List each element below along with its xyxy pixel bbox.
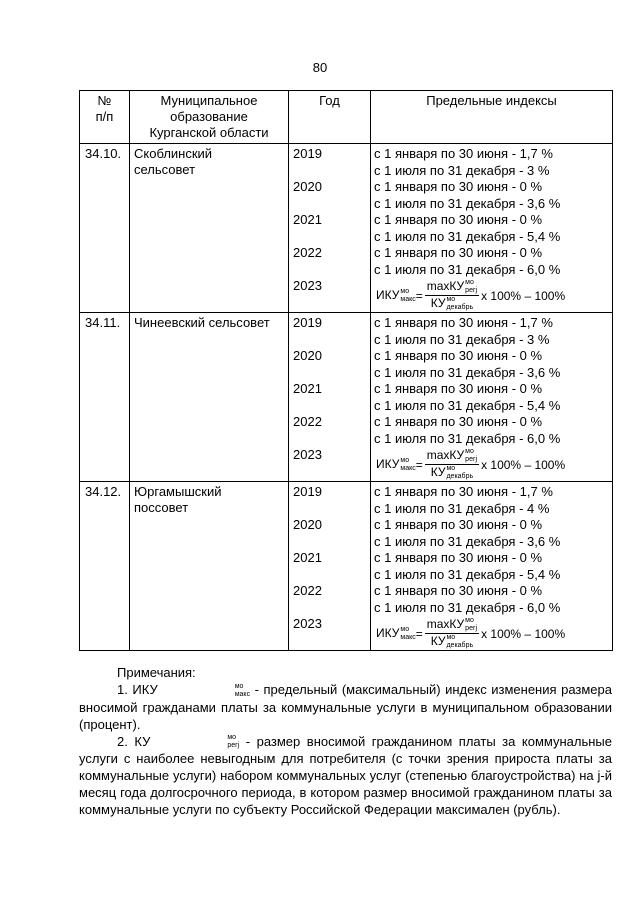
formula-denominator: КУ	[430, 296, 446, 311]
index-line: с 1 января по 30 июня - 0 %	[374, 381, 543, 396]
municipality-name	[130, 144, 289, 313]
index-line: с 1 июля по 31 декабря - 4 %	[374, 500, 550, 516]
index-formula	[376, 617, 612, 650]
year-value: 2020	[293, 348, 322, 363]
index-formula	[376, 279, 612, 312]
formula-lhs-sub: макс	[400, 464, 416, 472]
header-mo	[130, 91, 289, 144]
year-value: 2021	[293, 381, 322, 396]
formula-lhs-sup: мо	[400, 456, 410, 464]
year-value: 2019	[293, 315, 322, 330]
year-value: 2022	[293, 414, 322, 429]
formula-den-sup: мо	[446, 296, 456, 303]
formula-equals: =	[415, 288, 423, 303]
year-value: 2022	[293, 583, 322, 598]
municipality-name-line: поссовет	[134, 500, 189, 515]
formula-lhs: ИКУ	[376, 456, 400, 471]
index-formula	[376, 448, 612, 481]
formula-lhs: ИКУ	[376, 625, 400, 640]
table-row	[80, 144, 613, 313]
page-number: 80	[312, 60, 328, 75]
header-num	[80, 91, 130, 144]
index-line: с 1 июля по 31 декабря - 6,0 %	[374, 430, 561, 446]
row-number: 34.11.	[80, 313, 130, 482]
year-value: 2023	[293, 616, 322, 631]
indexes-cell	[371, 144, 613, 313]
year-value: 2023	[293, 278, 322, 293]
header-indexes: Предельные индексы	[371, 91, 613, 144]
index-line: с 1 июля по 31 декабря - 5,4 %	[374, 397, 561, 413]
index-line: с 1 января по 30 июня - 0 %	[374, 583, 543, 598]
index-line: с 1 января по 30 июня - 0 %	[374, 179, 543, 194]
note-1-sup: мо	[234, 682, 244, 690]
formula-num-sup: мо	[465, 448, 474, 455]
year-value: 2019	[293, 146, 322, 161]
year-value: 2020	[293, 179, 322, 194]
indexes-cell	[371, 482, 613, 651]
formula-num-sup: мо	[465, 279, 474, 286]
municipality-name-line: Чинеевский сельсовет	[134, 315, 270, 330]
formula-den-sub: декабрь	[446, 642, 474, 649]
header-mo-line: Курганской области	[149, 125, 269, 140]
municipality-name-line: Скоблинский	[134, 146, 213, 161]
years-cell	[289, 482, 371, 651]
note-2-symbol: 2. КУ	[117, 733, 151, 749]
formula-numerator: maxКУ	[426, 448, 465, 463]
note-item-1	[79, 681, 612, 733]
year-value: 2022	[293, 245, 322, 260]
formula-tail: х 100% – 100%	[481, 288, 566, 303]
formula-numerator: maxКУ	[426, 279, 465, 294]
note-item-2	[79, 733, 612, 819]
index-line: с 1 января по 30 июня - 0 %	[374, 517, 543, 532]
row-number: 34.12.	[80, 482, 130, 651]
municipality-name	[130, 313, 289, 482]
year-value: 2019	[293, 484, 322, 499]
header-year: Год	[289, 91, 371, 144]
table-header-row	[80, 91, 613, 144]
header-num-line: п/п	[95, 109, 114, 124]
formula-denominator: КУ	[430, 465, 446, 480]
years-cell	[289, 313, 371, 482]
limit-index-table	[79, 90, 613, 651]
header-mo-line: образование	[170, 109, 248, 124]
index-line: с 1 января по 30 июня - 0 %	[374, 414, 543, 429]
index-line: с 1 июля по 31 декабря - 3,6 %	[374, 364, 561, 380]
formula-den-sub: декабрь	[446, 473, 474, 480]
notes-title: Примечания:	[117, 665, 196, 680]
note-2-sub: регj	[227, 742, 240, 750]
municipality-name	[130, 482, 289, 651]
header-mo-line: Муниципальное	[160, 93, 258, 108]
index-line: с 1 июля по 31 декабря - 3,6 %	[374, 195, 561, 211]
header-num-line: №	[97, 93, 112, 108]
formula-tail: х 100% – 100%	[481, 457, 566, 472]
indexes-cell	[371, 313, 613, 482]
note-1-sub: макс	[234, 690, 251, 698]
formula-num-sub: регj	[465, 625, 478, 632]
index-line: с 1 января по 30 июня - 0 %	[374, 212, 543, 227]
municipality-name-line: сельсовет	[134, 162, 196, 177]
index-line: с 1 января по 30 июня - 1,7 %	[374, 315, 553, 330]
year-value: 2021	[293, 550, 322, 565]
index-line: с 1 января по 30 июня - 1,7 %	[374, 146, 553, 161]
year-value: 2021	[293, 212, 322, 227]
formula-equals: =	[415, 457, 423, 472]
years-cell	[289, 144, 371, 313]
index-line: с 1 июля по 31 декабря - 5,4 %	[374, 566, 561, 582]
municipality-name-line: Юргамышский	[134, 484, 222, 499]
formula-den-sup: мо	[446, 465, 456, 472]
index-line: с 1 января по 30 июня - 0 %	[374, 245, 543, 260]
note-1-text: - предельный (максимальный) индекс изменения размера вносимой гражданами платы за коммунальные услуги в муниципальном образовании (процент).	[79, 682, 612, 732]
formula-fraction	[425, 448, 479, 481]
index-line: с 1 июля по 31 декабря - 3,6 %	[374, 533, 561, 549]
notes-section	[79, 664, 612, 818]
note-2-sup: мо	[227, 734, 237, 742]
table-row	[80, 313, 613, 482]
index-line: с 1 июля по 31 декабря - 5,4 %	[374, 228, 561, 244]
formula-lhs-sub: макс	[400, 295, 416, 303]
formula-num-sub: регj	[465, 456, 478, 463]
formula-fraction	[425, 617, 479, 650]
formula-lhs-sup: мо	[400, 625, 410, 633]
year-value: 2020	[293, 517, 322, 532]
formula-num-sub: регj	[465, 287, 478, 294]
formula-lhs-sub: макс	[400, 633, 416, 641]
index-line: с 1 января по 30 июня - 0 %	[374, 348, 543, 363]
index-line: с 1 июля по 31 декабря - 6,0 %	[374, 599, 561, 615]
index-line: с 1 июля по 31 декабря - 3 %	[374, 162, 550, 178]
formula-denominator: КУ	[430, 634, 446, 649]
year-value: 2023	[293, 447, 322, 462]
formula-numerator: maxКУ	[426, 617, 465, 632]
index-line: с 1 января по 30 июня - 0 %	[374, 550, 543, 565]
formula-num-sup: мо	[465, 617, 474, 624]
note-2-text: - размер вносимой гражданином платы за коммунальные услуги с наиболее невыгодным для потребителя (с точки зрения прироста платы за коммунальные услуги) набором коммунальных услуг (степенью благоустройства) на j-й месяц года долгосрочного периода, в котором размер вносимой гражданином платы за коммунальные услуги по субъекту Российской Федерации максимален (рубль).	[79, 733, 612, 818]
formula-lhs-sup: мо	[400, 287, 410, 295]
formula-fraction	[425, 279, 479, 312]
note-1-symbol: 1. ИКУ	[117, 682, 158, 697]
index-line: с 1 января по 30 июня - 1,7 %	[374, 484, 553, 499]
formula-den-sup: мо	[446, 634, 456, 641]
index-line: с 1 июля по 31 декабря - 3 %	[374, 331, 550, 347]
formula-equals: =	[415, 626, 423, 641]
formula-den-sub: декабрь	[446, 304, 474, 311]
index-line: с 1 июля по 31 декабря - 6,0 %	[374, 261, 561, 277]
row-number: 34.10.	[80, 144, 130, 313]
formula-tail: х 100% – 100%	[481, 626, 566, 641]
formula-lhs: ИКУ	[376, 287, 400, 302]
table-row	[80, 482, 613, 651]
